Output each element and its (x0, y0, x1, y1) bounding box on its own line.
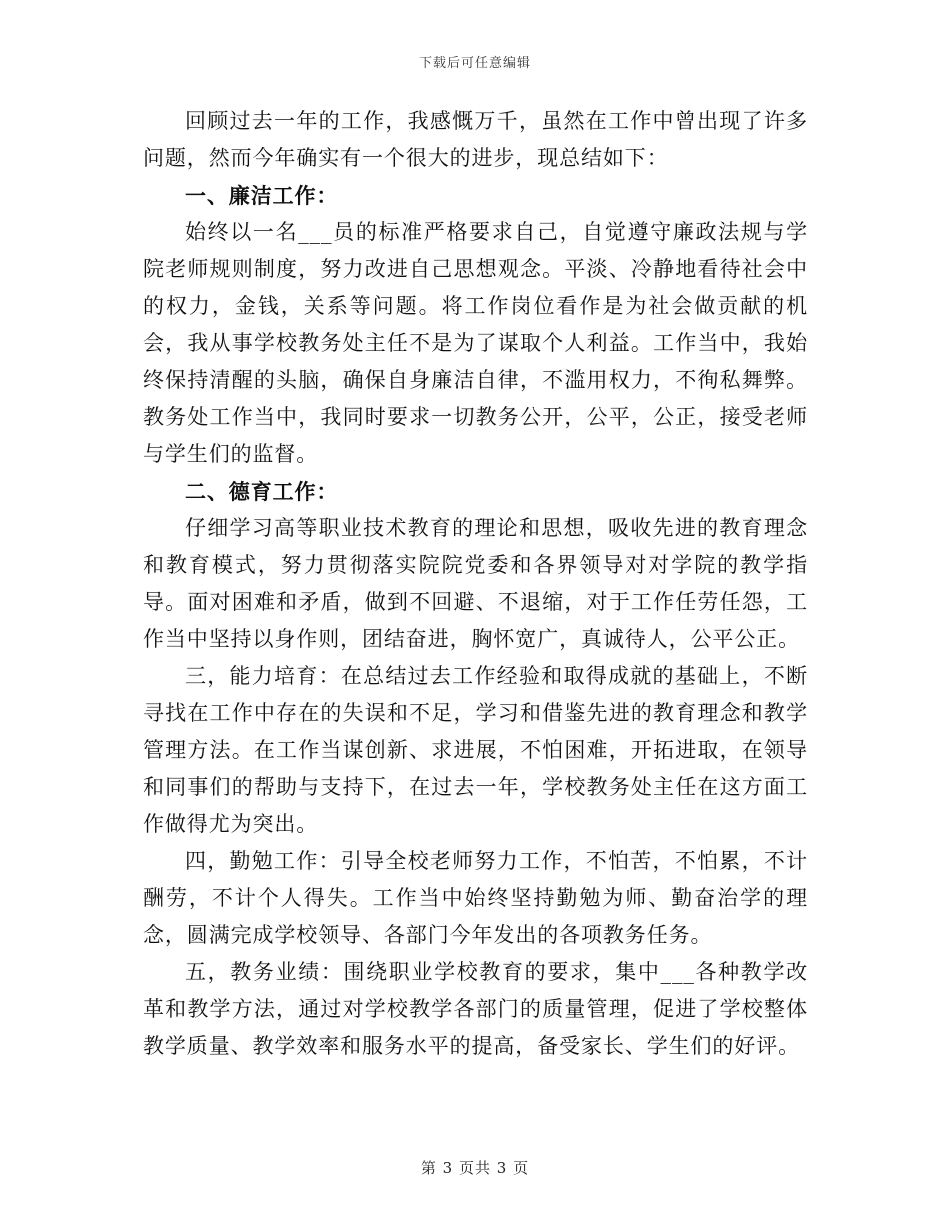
intro-paragraph: 回顾过去一年的工作，我感慨万千，虽然在工作中曾出现了许多问题，然而今年确实有一个很大的进步，现总结如下： (143, 109, 808, 170)
section-heading-moral-education: 二、德育工作： (185, 479, 339, 504)
page-header: 下载后可任意编辑 (418, 56, 531, 71)
section-paragraph-moral-education: 仔细学习高等职业技术教育的理论和思想，吸收先进的教育理念和教育模式，努力贯彻落实院院党委和各界领导对对学院的教学指导。面对困难和矛盾，做到不回避、不退缩，对于工作任劳任怨，工作当中坚持以身作则，团结奋进，胸怀宽广，真诚待人，公平公正。 (143, 516, 808, 651)
section-paragraph-diligence: 四，勤勉工作：引导全校老师努力工作，不怕苦，不怕累，不计酬劳，不计个人得失。工作当中始终坚持勤勉为师、勤奋治学的理念，圆满完成学校领导、各部门今年发出的各项教务任务。 (143, 849, 808, 947)
section-heading-integrity: 一、廉洁工作： (185, 183, 339, 208)
page-number: 第 3 页共 3 页 (420, 1159, 530, 1177)
section-paragraph-integrity: 始终以一名___员的标准严格要求自己，自觉遵守廉政法规与学院老师规则制度，努力改进自己思想观念。平淡、冷静地看待社会中的权力，金钱，关系等问题。将工作岗位看作是为社会做贡献的机会，我从事学校教务处主任不是为了谋取个人利益。工作当中，我始终保持清醒的头脑，确保自身廉洁自律，不滥用权力，不徇私舞弊。教务处工作当中，我同时要求一切教务公开，公平，公正，接受老师与学生们的监督。 (143, 220, 808, 466)
document-body (143, 103, 808, 1065)
section-paragraph-ability: 三，能力培育：在总结过去工作经验和取得成就的基础上，不断寻找在工作中存在的失误和不足，学习和借鉴先进的教育理念和教学管理方法。在工作当谋创新、求进展，不怕困难，开拓进取，在领导和同事们的帮助与支持下，在过去一年，学校教务处主任在这方面工作做得尤为突出。 (143, 664, 808, 836)
section-paragraph-achievements: 五，教务业绩：围绕职业学校教育的要求，集中___各种教学改革和教学方法，通过对学校教学各部门的质量管理，促进了学校整体教学质量、教学效率和服务水平的提高，备受家长、学生们的好评。 (143, 960, 808, 1058)
